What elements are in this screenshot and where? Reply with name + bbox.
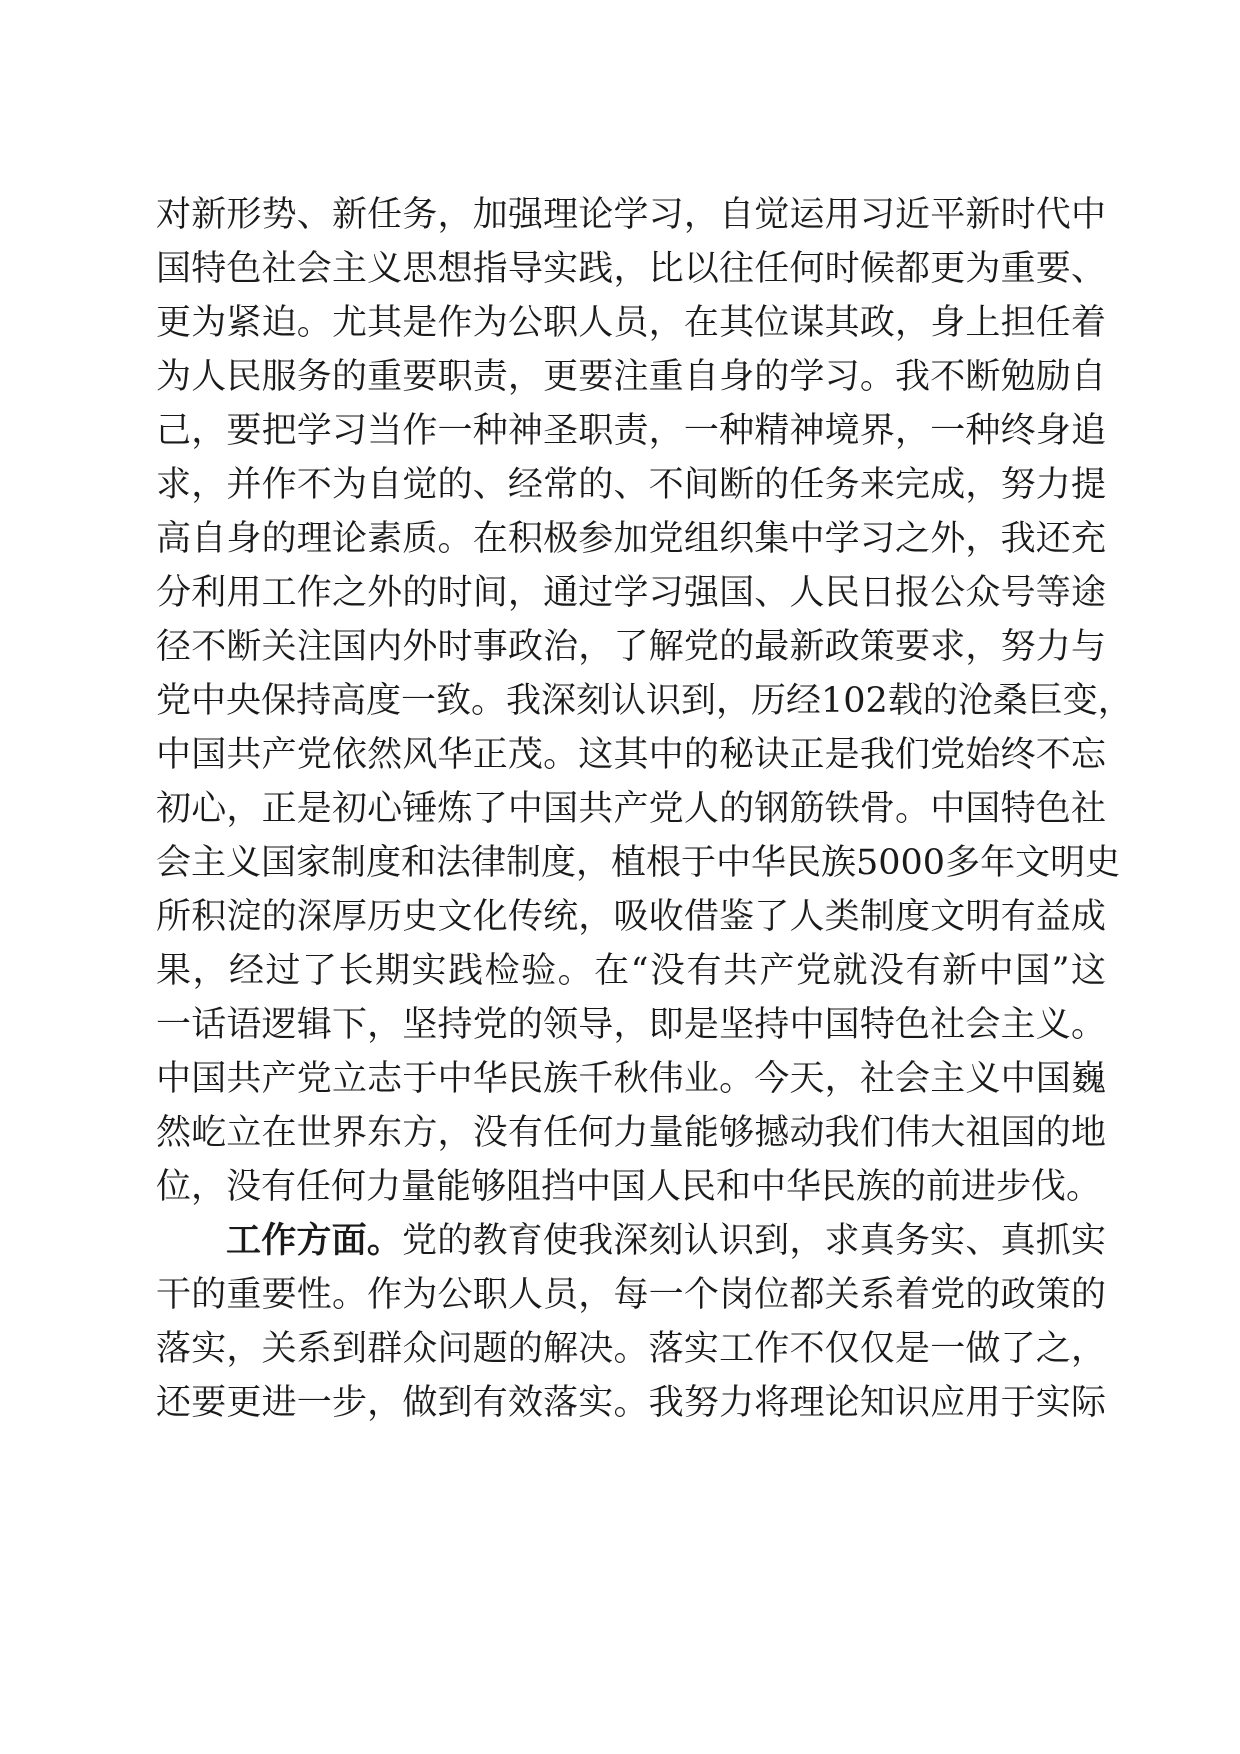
paragraph-study: [156, 188, 1133, 1214]
text-line: 对新形势、新任务，加强理论学习，自觉运用习近平新时代中: [156, 195, 1106, 235]
text-line: 党中央保持高度一致。我深刻认识到，历经102载的沧桑巨变，: [156, 681, 1133, 721]
text-line: 求，并作不为自觉的、经常的、不间断的任务来完成，努力提: [156, 465, 1106, 505]
section-heading: 工作方面。: [226, 1220, 403, 1261]
text-line: 分利用工作之外的时间，通过学习强国、人民日报公众号等途: [156, 573, 1106, 613]
text-line: 中国共产党立志于中华民族千秋伟业。今天，社会主义中国巍: [156, 1059, 1106, 1099]
text-line: 中国共产党依然风华正茂。这其中的秘诀正是我们党始终不忘: [156, 735, 1106, 775]
text-line: 所积淀的深厚历史文化传统，吸收借鉴了人类制度文明有益成: [156, 897, 1106, 937]
text-line: 还要更进一步，做到有效落实。我努力将理论知识应用于实际: [156, 1383, 1106, 1423]
text-line: 为人民服务的重要职责，更要注重自身的学习。我不断勉励自: [156, 357, 1106, 397]
text-line: 会主义国家制度和法律制度，植根于中华民族5000多年文明史: [156, 843, 1121, 883]
text-line: 国特色社会主义思想指导实践，比以往任何时候都更为重要、: [156, 249, 1106, 289]
text-line: 己，要把学习当作一种神圣职责，一种精神境界，一种终身追: [156, 411, 1106, 451]
text-line: 果，经过了长期实践检验。在“没有共产党就没有新中国”这: [156, 951, 1106, 991]
text-line: 初心，正是初心锤炼了中国共产党人的钢筋铁骨。中国特色社: [156, 789, 1106, 829]
text-line: 然屹立在世界东方，没有任何力量能够撼动我们伟大祖国的地: [156, 1113, 1106, 1153]
text-line: 径不断关注国内外时事政治，了解党的最新政策要求，努力与: [156, 627, 1106, 667]
text-line: [156, 1214, 1106, 1268]
text-line: 干的重要性。作为公职人员，每一个岗位都关系着党的政策的: [156, 1275, 1106, 1315]
text-line: 一话语逻辑下，坚持党的领导，即是坚持中国特色社会主义。: [156, 1005, 1106, 1045]
paragraph-work: [156, 1214, 1106, 1430]
text-line: 高自身的理论素质。在积极参加党组织集中学习之外，我还充: [156, 519, 1106, 559]
body-text: [156, 188, 1133, 1430]
text-run: 党的教育使我深刻认识到，求真务实、真抓实: [402, 1221, 1106, 1261]
text-line: 落实，关系到群众问题的解决。落实工作不仅仅是一做了之，: [156, 1329, 1106, 1369]
text-line: 更为紧迫。尤其是作为公职人员，在其位谋其政，身上担任着: [156, 303, 1106, 343]
text-line: 位，没有任何力量能够阻挡中国人民和中华民族的前进步伐。: [156, 1167, 1102, 1207]
